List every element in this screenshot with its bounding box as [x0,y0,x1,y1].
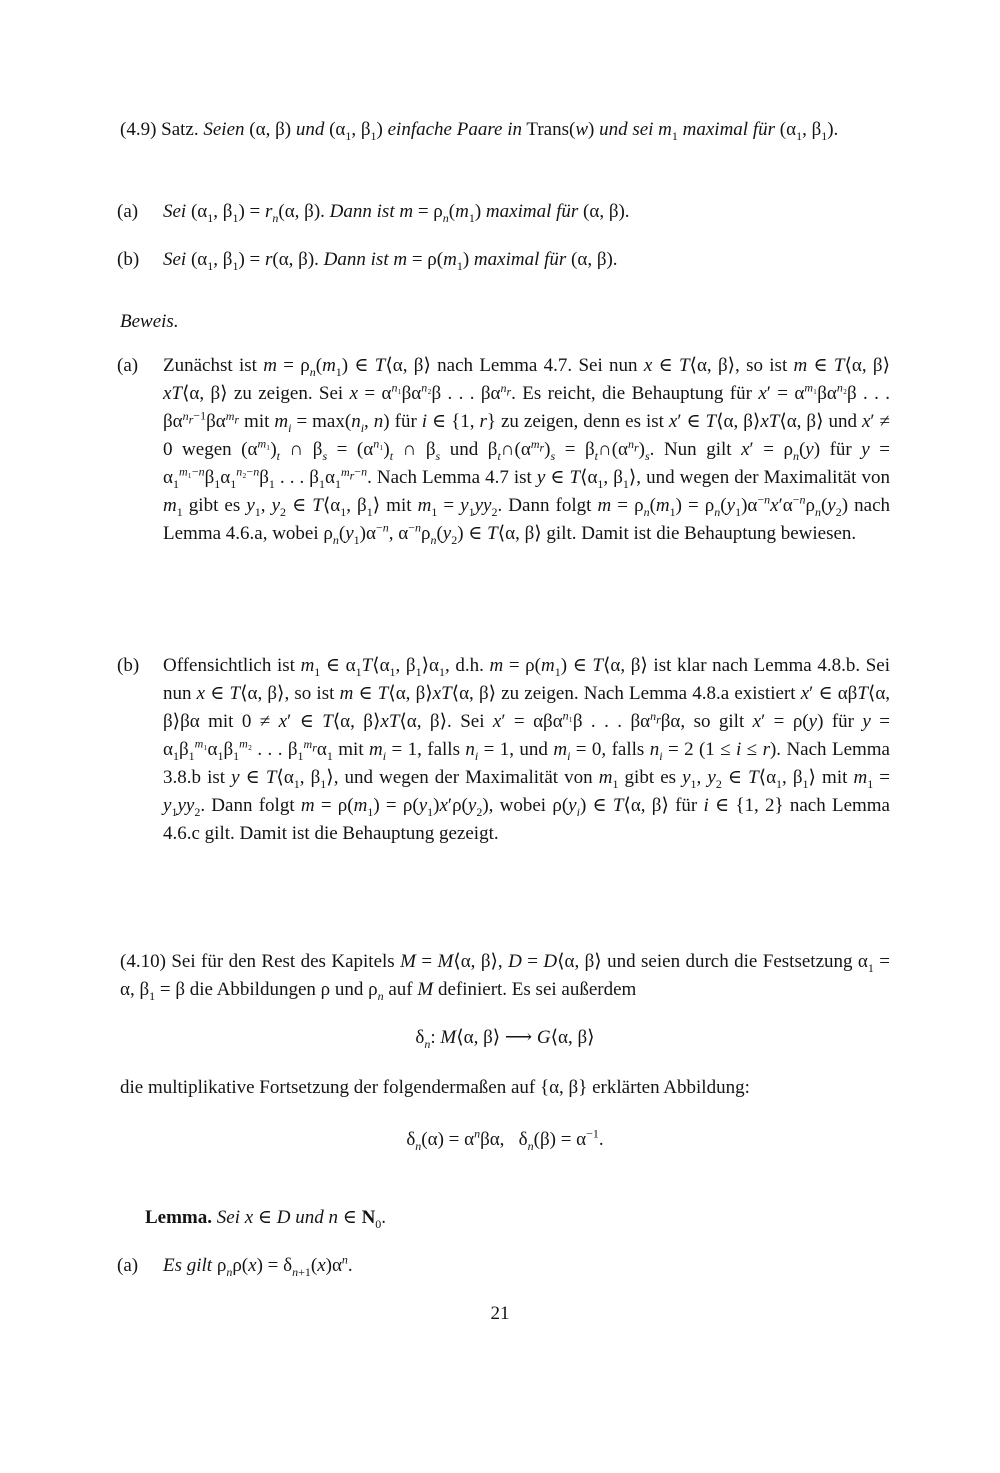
lemma-a-label: (a) [117,1255,139,1276]
satz-4-9-a-label: (a) [117,201,139,222]
lemma: Lemma. Sei x ∈ D und n ∈ $N_0$. [145,1207,387,1231]
formula-delta-map: $\delta_n$: M⟨α, β⟩ ⟶ G⟨α, β⟩ [415,1027,595,1051]
satz-4-9-label: (4.9) Satz. [120,119,199,140]
satz-4-9: (4.9) Satz. Seien (α, β) und ($\alpha_1$, $\beta_1$) einfache Paare in Trans(w) und sei $m_1$ maximal für ($\alpha_1$, $\beta_1$). [120,119,839,143]
lemma-a: (a) Es gilt $\rho_n\rho(x) = \delta_{n+1}(x)\alpha^n$. [117,1252,353,1279]
formula-delta-values: $\delta_n(\alpha) = \alpha^n\beta\alpha$, $\delta_n(\beta) = \alpha^{-1}$. [406,1126,604,1153]
satz-4-9-b-label: (b) [117,249,140,270]
definition-4-10-continued: die multiplikative Fortsetzung der folgendermaßen auf {α, β} erklärten Abbildung: [120,1077,750,1098]
lemma-label: Lemma. [145,1207,213,1228]
beweis-a-label: (a) [117,355,139,376]
beweis-b: (b) Offensichtlich ist $m_1$ ∈ $\alpha_1T⟨\alpha_1$, $\beta_1⟩\alpha_1$, d.h. $m = \rho(m_1)$ ∈ T⟨α, β⟩ ist klar nach Lemma 4.8.b. Sei nun x ∈ T⟨α, β⟩, so ist m ∈ T⟨α, β⟩xT⟨α, β⟩ zu zeigen. Nach Lemma 4.8.a existiert x′ ∈ αβT⟨α, β⟩βα mit 0 ≠ x′ ∈ T⟨α, β⟩xT⟨α, β⟩. Sei x′ = αβα$^{n_1}$β . . . $\beta\alpha^{n_r}\beta\alpha$, so gilt x′ = ρ(y) für $y = \alpha_1\beta_1^{m_1}\alpha_1\beta_1^{m_2}$ . . . $\beta_1^{m_r}\alpha_1$ mit $m_i = 1$, falls $n_i = 1$, und $m_i = 0$, falls $n_i = 2$ (1 ≤ i ≤ r). Nach Lemma 3.8.b ist y ∈ $T⟨\alpha_1$, $\beta_1⟩$, und wegen der Maximalität von $m_1$ gibt es $y_1$, $y_2$ ∈ $T⟨\alpha_1$, $\beta_1⟩$ mit $m_1 = y_1yy_2$. Dann folgt $m = \rho(m_1) = \rho(y_1)x'\rho(y_2)$, wobei $\rho(y_i)$ ∈ T⟨α, β⟩ für i ∈ {1, 2} nach Lemma 4.6.c gilt. Damit ist die Behauptung gezeigt. [163,652,890,848]
page-number: 21 [490,1303,510,1324]
beweis-label: Beweis. [120,311,179,332]
beweis-b-label: (b) [117,655,140,676]
satz-4-9-a: (a) Sei ($\alpha_1$, $\beta_1) = r_n(\alpha$, β). Dann ist $m = \rho_n(m_1)$ maximal für (α, β). [163,198,890,226]
definition-4-10: (4.10) Sei für den Rest des Kapitels M = M⟨α, β⟩, D = D⟨α, β⟩ und seien durch die Festsetzung $\alpha_1 = \alpha$, $\beta_1 = \beta$ die Abbildungen ρ und $\rho_n$ auf M definiert. Es sei außerdem [120,951,891,1003]
beweis-a: (a) Zunächst ist $m = \rho_n(m_1)$ ∈ T⟨α, β⟩ nach Lemma 4.7. Sei nun x ∈ T⟨α, β⟩, so ist m ∈ T⟨α, β⟩xT⟨α, β⟩ zu zeigen. Sei $x = \alpha^{n_1}\beta\alpha^{n_2}\beta$ . . . $\beta\alpha^{n_r}$. Es reicht, die Behauptung für $x' = \alpha^{m_1}\beta\alpha^{n_2}\beta$ . . . $\beta\alpha^{n_r-1}\beta\alpha^{m_r}$ mit $m_i = \max(n_i$, n) für i ∈ {1, r} zu zeigen, denn es ist x′ ∈ T⟨α, β⟩xT⟨α, β⟩ und x′ ≠ 0 wegen $(\alpha^{m_1})_t$ ∩ $\beta_s = (\alpha^{n_1})_t$ ∩ $\beta_s$ und $\beta_t\cap(\alpha^{m_r})_s$ = $\beta_t\cap(\alpha^{n_r})_s$. Nun gilt $x' = \rho_n(y)$ für $y = \alpha_1^{m_1-n}\beta_1\alpha_1^{n_2-n}\beta_1$ . . . $\beta_1\alpha_1^{m_r-n}$. Nach Lemma 4.7 ist y ∈ $T⟨\alpha_1$, $\beta_1⟩$, und wegen der Maximalität von $m_1$ gibt es $y_1$, $y_2$ ∈ $T⟨\alpha_1$, $\beta_1⟩$ mit $m_1 = y_1yy_2$. Dann folgt $m = \rho_n(m_1) = \rho_n(y_1)\alpha^{-n}x'\alpha^{-n}\rho_n(y_2)$ nach Lemma 4.6.a, wobei $\rho_n(y_1)\alpha^{-n}$, $\alpha^{-n}\rho_n(y_2)$ ∈ T⟨α, β⟩ gilt. Damit ist die Behauptung bewiesen. [163,352,890,548]
satz-4-9-b: (b) Sei ($\alpha_1$, $\beta_1) = r(\alpha$, β). Dann ist $m = \rho(m_1)$ maximal für (α, β). [163,246,890,274]
definition-4-10-label: (4.10) [120,951,166,972]
